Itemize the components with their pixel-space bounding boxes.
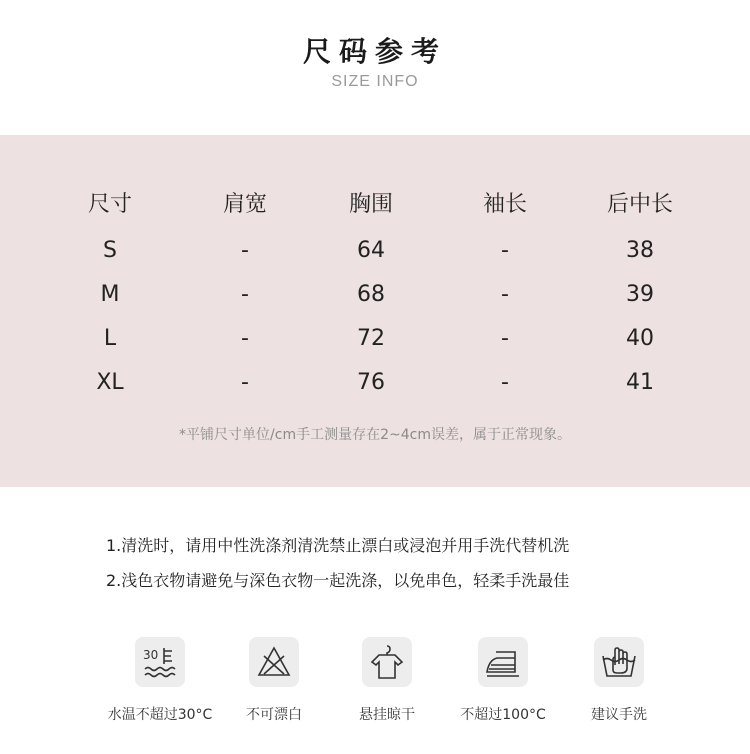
care-label-hand-wash: 建议手洗 bbox=[591, 707, 647, 723]
table-cell: - bbox=[501, 282, 509, 307]
table-cell: S bbox=[103, 238, 117, 263]
table-cell: 76 bbox=[357, 370, 385, 395]
iron-icon bbox=[478, 637, 528, 687]
hand-wash-icon bbox=[594, 637, 644, 687]
table-cell: - bbox=[241, 326, 249, 351]
wash-temperature-text: 30 bbox=[143, 648, 159, 662]
table-cell: - bbox=[501, 370, 509, 395]
table-cell: 72 bbox=[357, 326, 385, 351]
column-header-size: 尺寸 bbox=[87, 192, 132, 217]
no-bleach-icon bbox=[249, 637, 299, 687]
care-label-wash-temp: 水温不超过30°C bbox=[107, 707, 213, 723]
wash-30-icon bbox=[135, 637, 185, 687]
table-cell: - bbox=[241, 282, 249, 307]
column-header-sleeve: 袖长 bbox=[482, 192, 527, 217]
measurement-note: *平铺尺寸单位/cm手工测量存在2~4cm误差，属于正常现象。 bbox=[179, 427, 571, 443]
care-label-no-bleach: 不可漂白 bbox=[246, 707, 302, 723]
table-cell: 68 bbox=[357, 282, 385, 307]
care-instruction-1: 1.清洗时，请用中性洗涤剂清洗禁止漂白或浸泡并用手洗代替机洗 bbox=[106, 536, 570, 555]
care-label-hang-dry: 悬挂晾干 bbox=[359, 707, 415, 723]
hang-dry-icon bbox=[362, 637, 412, 687]
table-cell: M bbox=[100, 282, 120, 307]
table-cell: - bbox=[241, 238, 249, 263]
table-cell: 41 bbox=[626, 370, 654, 395]
page-title: 尺码参考 bbox=[302, 35, 447, 68]
table-cell: L bbox=[103, 326, 117, 351]
column-header-back-length: 后中长 bbox=[606, 192, 673, 217]
table-cell: - bbox=[501, 238, 509, 263]
care-instruction-2: 2.浅色衣物请避免与深色衣物一起洗涤，以免串色，轻柔手洗最佳 bbox=[106, 571, 570, 590]
column-header-chest: 胸围 bbox=[348, 192, 393, 217]
table-cell: - bbox=[241, 370, 249, 395]
page-subtitle: SIZE INFO bbox=[331, 73, 419, 90]
table-cell: - bbox=[501, 326, 509, 351]
table-cell: 64 bbox=[357, 238, 385, 263]
size-info-header bbox=[0, 0, 750, 135]
care-label-iron: 不超过100°C bbox=[460, 707, 546, 723]
table-cell: 40 bbox=[626, 326, 654, 351]
size-table-panel bbox=[0, 135, 750, 487]
table-cell: 39 bbox=[626, 282, 654, 307]
column-header-shoulder: 肩宽 bbox=[222, 192, 267, 217]
table-cell: 38 bbox=[626, 238, 654, 263]
table-cell: XL bbox=[96, 370, 124, 395]
